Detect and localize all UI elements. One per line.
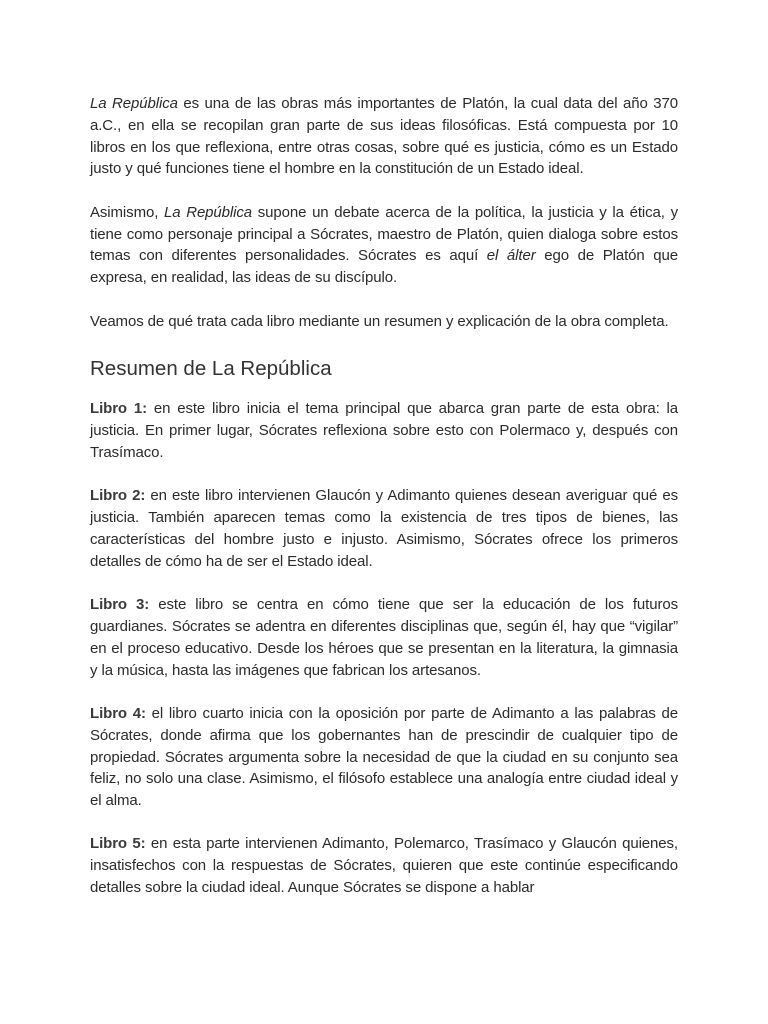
book-2-label: Libro 2: (90, 487, 146, 505)
intro-paragraph-2 (90, 202, 678, 289)
book-4-label: Libro 4: (90, 704, 146, 722)
book-5-label: Libro 5: (90, 835, 146, 853)
book-title-italic: La República (90, 95, 178, 112)
book-3-text: este libro se centra en cómo tiene que ser la educación de los futuros guardianes. Sócrates se adentra en diferentes disciplinas que, según él, hay que “vigilar” en el proceso educativo. Desde los héroes que se presentan en la literatura, la gimnasia y la música, hasta las imágenes que fabrican los artesanos. (90, 596, 678, 679)
book-1-label: Libro 1: (90, 400, 147, 418)
book-4-text: el libro cuarto inicia con la oposición por parte de Adimanto a las palabras de Sócrates, donde afirma que los gobernantes han de prescindir de cualquier tipo de propiedad. Sócrates argumenta sobre la necesidad de que la ciudad en su conjunto sea feliz, no solo una clase. Asimismo, el filósofo establece una analogía entre ciudad ideal y el alma. (90, 704, 678, 810)
book-5-text: en esta parte intervienen Adimanto, Polemarco, Trasímaco y Glaucón quienes, insatisfechos con la respuestas de Sócrates, quieren que este continúe especificando detalles sobre la ciudad ideal. Aunque Sócrates se dispone a hablar (90, 835, 678, 897)
book-2-summary (90, 485, 678, 572)
intro-paragraph-3: Veamos de qué trata cada libro mediante un resumen y explicación de la obra completa. (90, 312, 669, 330)
intro-paragraph-2-text-b: ego de Platón que expresa, en realidad, las ideas de su discípulo. (90, 247, 678, 287)
book-2-text: en este libro intervienen Glaucón y Adimanto quienes desean averiguar qué es justicia. También aparecen temas como la existencia de tres tipos de bienes, las características del hombre justo e injusto. Asimismo, Sócrates ofrece los primeros detalles de cómo ha de ser el Estado ideal. (90, 487, 678, 570)
book-3-label: Libro 3: (90, 596, 150, 614)
intro-paragraph-1-text: es una de las obras más importantes de Platón, la cual data del año 370 a.C., en ella se recopilan gran parte de sus ideas filosóficas. Está compuesta por 10 libros en los que reflexiona, entre otras cosas, sobre qué es justicia, cómo es un Estado justo y qué funciones tiene el hombre en la constitución de un Estado ideal. (90, 95, 678, 178)
intro-paragraph-2-text-a: supone un debate acerca de la política, la justicia y la ética, y tiene como personaje principal a Sócrates, maestro de Platón, quien dialoga sobre estos temas con diferentes personalidades. Sócrates es aquí (90, 203, 678, 265)
section-heading: Resumen de La República (90, 357, 332, 381)
document-page (90, 93, 678, 899)
intro-paragraph-1 (90, 93, 678, 180)
book-3-summary (90, 594, 678, 681)
book-1-text: en este libro inicia el tema principal que abarca gran parte de esta obra: la justicia. En primer lugar, Sócrates reflexiona sobre esto con Polermaco y, después con Trasímaco. (90, 400, 678, 461)
book-1-summary (90, 398, 678, 463)
book-4-summary (90, 703, 678, 812)
intro-paragraph-2-lead: Asimismo, (90, 203, 164, 221)
alter-ego-italic: el álter (486, 247, 536, 265)
book-title-italic: La República (164, 203, 253, 221)
book-5-summary (90, 833, 678, 898)
